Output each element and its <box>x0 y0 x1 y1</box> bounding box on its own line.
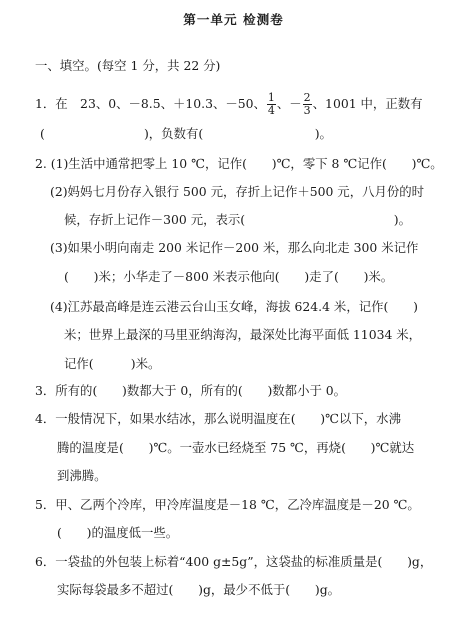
question-1-separator: 、－ <box>276 96 302 111</box>
question-2-sub-2-line-1: (2)妈妈七月份存入银行 500 元，存折上记作＋500 元，八月份的时 <box>50 184 425 199</box>
fraction-one-quarter <box>267 92 276 117</box>
question-2-sub-4-line-3: 记作( )米。 <box>64 356 161 371</box>
fraction-denominator: 4 <box>267 104 275 117</box>
question-3: 3．所有的( )数都大于 0，所有的( )数都小于 0。 <box>35 383 347 398</box>
question-1-line-1 <box>35 92 423 117</box>
question-2-sub-2-line-2: 候，存折上记作－300 元，表示( )。 <box>64 212 412 227</box>
question-4-line-3: 到沸腾。 <box>57 468 107 483</box>
fraction-denominator: 3 <box>303 104 311 117</box>
question-1-line-2: ( )，负数有( )。 <box>40 126 332 141</box>
question-1-text-after: 、1001 中，正数有 <box>312 96 423 111</box>
question-4-line-1: 4．一般情况下，如果水结冰，那么说明温度在( )℃以下，水沸 <box>35 411 401 426</box>
question-2-sub-4-line-1: (4)江苏最高峰是连云港云台山玉女峰，海拔 624.4 米，记作( ) <box>50 299 418 314</box>
fraction-numerator: 1 <box>267 91 275 104</box>
question-6-line-1: 6．一袋盐的外包装上标着“400 g±5g”，这袋盐的标准质量是( )g， <box>35 554 433 569</box>
fraction-numerator: 2 <box>303 91 311 104</box>
question-2-sub-3-line-2: ( )米；小华走了－800 米表示他向( )走了( )米。 <box>64 269 394 284</box>
question-1-text-before: 1．在 23、0、－8.5、＋10.3、－50、 <box>35 96 266 111</box>
fraction-two-thirds <box>303 92 312 117</box>
page-title: 第一单元 检测卷 <box>183 12 284 27</box>
section-heading: 一、填空。(每空 1 分，共 22 分) <box>35 58 221 73</box>
question-2-sub-1: 2. (1)生活中通常把零上 10 ℃，记作( )℃，零下 8 ℃记作( )℃。 <box>35 156 443 171</box>
question-2-sub-3-line-1: (3)如果小明向南走 200 米记作－200 米，那么向北走 300 米记作 <box>50 240 419 255</box>
question-2-sub-4-line-2: 米；世界上最深的马里亚纳海沟，最深处比海平面低 11034 米， <box>64 327 422 342</box>
question-6-line-2: 实际每袋最多不超过( )g，最少不低于( )g。 <box>57 582 341 597</box>
question-4-line-2: 腾的温度是( )℃。一壶水已经烧至 75 ℃，再烧( )℃就达 <box>57 440 415 455</box>
question-5-line-2: ( )的温度低一些。 <box>57 525 179 540</box>
question-5-line-1: 5．甲、乙两个冷库，甲冷库温度是－18 ℃，乙冷库温度是－20 ℃。 <box>35 497 420 512</box>
